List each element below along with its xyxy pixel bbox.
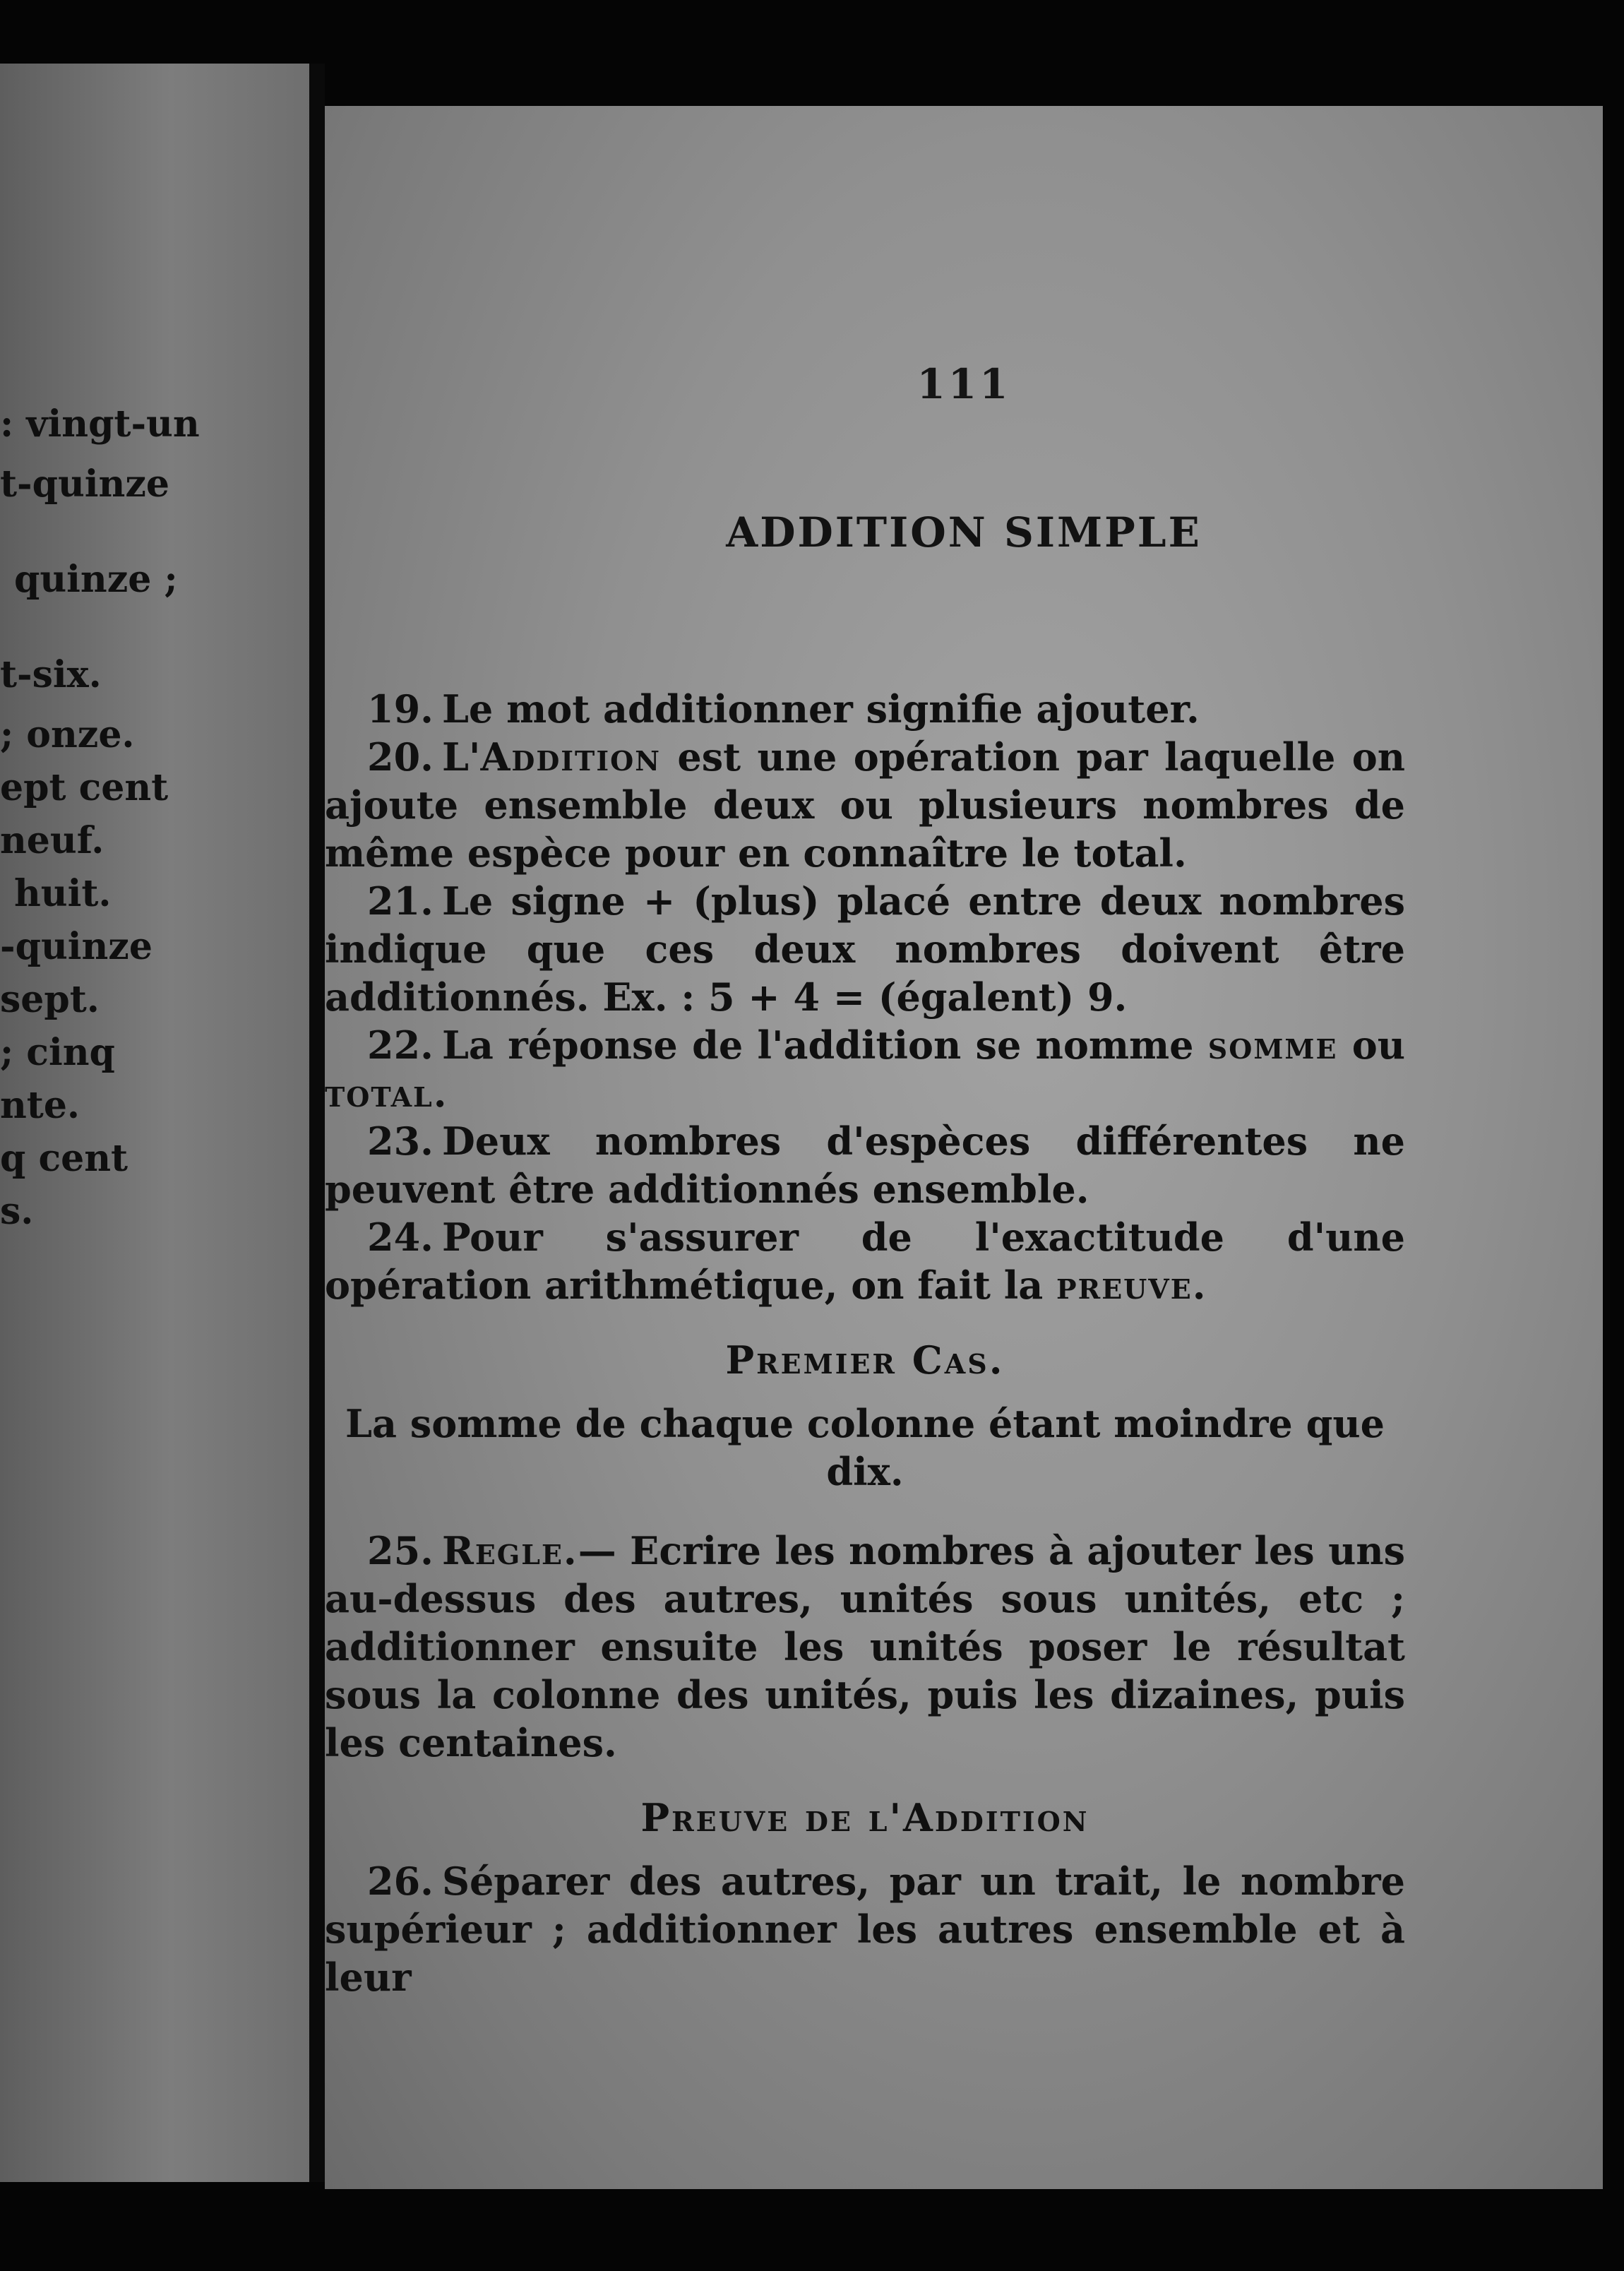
left-fragment: ept cent bbox=[0, 766, 169, 809]
paragraph-19 bbox=[325, 685, 1405, 733]
paragraph-text: est une opération par laquelle on ajoute ensemble deux ou plusieurs nombres de même espèce pour en connaître le total. bbox=[325, 734, 1405, 876]
left-fragment: sept. bbox=[0, 978, 100, 1021]
left-fragment: neuf. bbox=[0, 819, 105, 862]
paragraph-text: — Ecrire les nombres à ajouter les uns au-dessus des autres, unités sous unités, etc ; additionner ensuite les unités poser le résultat sous la colonne des unités, puis les dizaines, puis les centaines. bbox=[325, 1528, 1405, 1765]
paragraph-26 bbox=[325, 1857, 1405, 2001]
paragraph-number: 25. bbox=[367, 1528, 434, 1573]
left-facing-page bbox=[0, 64, 311, 2182]
paragraph-text: Pour s'assurer de l'exactitude d'une opération arithmétique, on fait la bbox=[325, 1215, 1405, 1308]
left-fragment: : vingt-un bbox=[0, 403, 200, 446]
paragraph-text-mid: ou bbox=[1337, 1023, 1405, 1068]
page-content bbox=[325, 685, 1405, 2001]
paragraph-number: 20. bbox=[367, 734, 434, 780]
paragraph-22 bbox=[325, 1021, 1405, 1117]
left-fragment: t-six. bbox=[0, 653, 102, 696]
paragraph-20 bbox=[325, 733, 1405, 877]
paragraph-25 bbox=[325, 1527, 1405, 1767]
term-somme: somme bbox=[1207, 1023, 1338, 1068]
paragraph-number: 24. bbox=[367, 1215, 434, 1260]
paragraph-number: 26. bbox=[367, 1859, 434, 1904]
left-fragment: q cent bbox=[0, 1137, 129, 1180]
paragraph-21 bbox=[325, 877, 1405, 1021]
page-number: 111 bbox=[917, 360, 1011, 408]
paragraph-number: 22. bbox=[367, 1023, 434, 1068]
left-fragment: ; onze. bbox=[0, 713, 135, 756]
case-description: La somme de chaque colonne étant moindre que dix. bbox=[345, 1401, 1385, 1494]
paragraph-number: 19. bbox=[367, 686, 434, 732]
term-preuve: preuve. bbox=[1056, 1263, 1207, 1308]
paragraph-text: Séparer des autres, par un trait, le nombre supérieur ; additionner les autres ensemble et à leur bbox=[325, 1859, 1405, 2000]
left-fragment: quinze ; bbox=[14, 558, 178, 601]
page-gutter bbox=[309, 64, 325, 2182]
main-page bbox=[325, 106, 1603, 2189]
left-fragment: s. bbox=[0, 1190, 34, 1233]
paragraph-24 bbox=[325, 1213, 1405, 1309]
paragraph-text: Deux nombres d'espèces différentes ne peuvent être additionnés ensemble. bbox=[325, 1119, 1405, 1212]
paragraph-prefix: L' bbox=[441, 734, 481, 780]
paragraph-text: Le mot additionner signifie ajouter. bbox=[441, 686, 1200, 732]
paragraph-number: 23. bbox=[367, 1119, 434, 1164]
paragraph-text: Le signe + (plus) placé entre deux nombres indique que ces deux nombres doivent être additionnés. Ex. : 5 + 4 = (égalent) 9. bbox=[325, 878, 1405, 1020]
section-title: ADDITION SIMPLE bbox=[726, 508, 1202, 556]
subheading-preuve: Preuve de l'Addition bbox=[640, 1795, 1089, 1840]
term-addition: Addition bbox=[480, 734, 661, 780]
paragraph-23 bbox=[325, 1117, 1405, 1213]
left-fragment: nte. bbox=[0, 1084, 80, 1127]
left-fragment: ; cinq bbox=[0, 1031, 115, 1074]
subheading-premier-cas: Premier Cas. bbox=[725, 1337, 1005, 1383]
left-fragment: t-quinze bbox=[0, 463, 169, 506]
term-total: total. bbox=[325, 1071, 448, 1116]
paragraph-text: La réponse de l'addition se nomme bbox=[441, 1023, 1208, 1068]
left-fragment: -quinze bbox=[0, 925, 153, 968]
paragraph-number: 21. bbox=[367, 878, 434, 924]
left-fragment: huit. bbox=[14, 872, 112, 915]
rule-label: Regle. bbox=[441, 1528, 578, 1573]
